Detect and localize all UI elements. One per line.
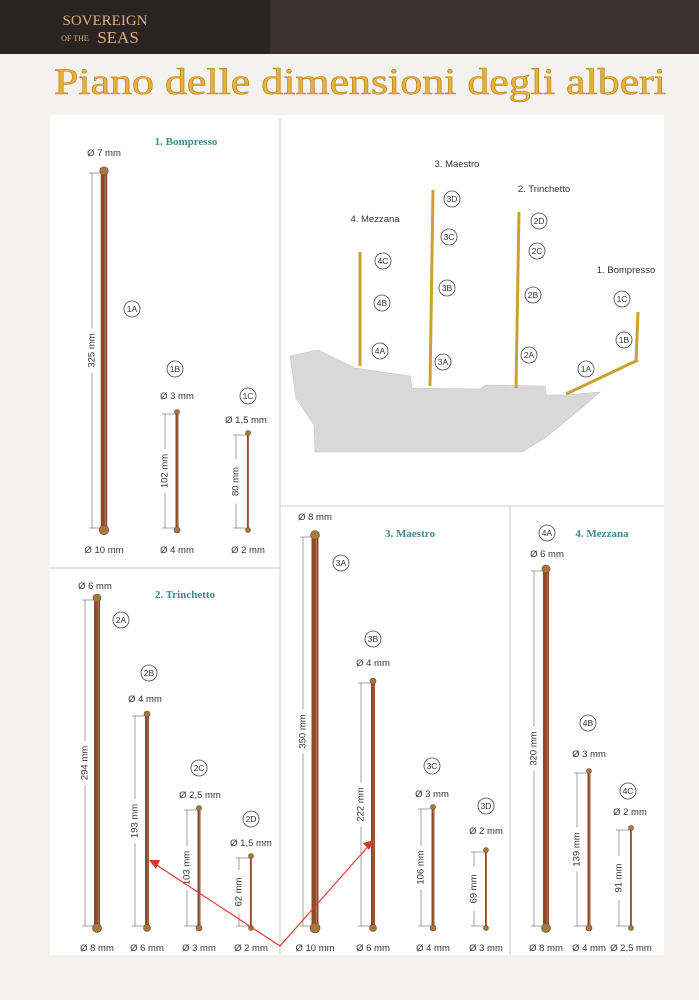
rod-2d-length: 62 mm xyxy=(233,877,245,907)
rod-2d-bottom-diameter: Ø 2 mm xyxy=(234,943,268,954)
marker-3a-label: 3A xyxy=(437,357,449,367)
rod-3a-bottom-cap xyxy=(310,923,320,933)
rod-3c-length: 106 mm xyxy=(415,850,427,885)
rod-4a-bottom-cap xyxy=(542,924,551,933)
diagram-markers xyxy=(372,191,632,377)
rod-2b-body xyxy=(145,716,149,926)
rod-1a-body xyxy=(101,173,108,528)
rod-1b-id-label: 1B xyxy=(169,364,181,374)
rod-4c-id-label: 4C xyxy=(622,786,634,796)
rod-2a-top-diameter: Ø 6 mm xyxy=(78,581,112,592)
marker-4b-label: 4B xyxy=(376,298,388,308)
marker-3c-label: 3C xyxy=(443,232,455,242)
rod-3b-length: 222 mm xyxy=(355,787,367,822)
rod-4a-bottom-diameter: Ø 8 mm xyxy=(529,943,563,954)
rod-3d-bottom-cap xyxy=(484,926,489,931)
rod-4b-id-label: 4B xyxy=(582,718,594,728)
rod-3d-top-cap xyxy=(484,848,489,853)
section-title-mezzana: 4. Mezzana xyxy=(575,528,629,540)
rod-3c-top-cap xyxy=(431,805,436,810)
rod-2b-bottom-diameter: Ø 6 mm xyxy=(130,943,164,954)
rod-4b-top-diameter: Ø 3 mm xyxy=(572,749,606,760)
rod-3a-length: 350 mm xyxy=(297,714,309,749)
rod-2a-bottom-diameter: Ø 8 mm xyxy=(80,943,114,954)
rod-2d-top-diameter: Ø 1,5 mm xyxy=(230,838,272,849)
rod-2b-length: 193 mm xyxy=(129,803,141,839)
rod-4b-top-cap xyxy=(587,769,592,774)
rod-1c-id-label: 1C xyxy=(242,391,254,401)
marker-2a-label: 2A xyxy=(523,350,535,360)
rod-3d-length: 69 mm xyxy=(468,874,480,904)
marker-3b-label: 3B xyxy=(441,283,453,293)
rod-3c-highlight xyxy=(433,809,434,926)
marker-4c-label: 4C xyxy=(377,256,389,266)
rod-3a-highlight xyxy=(316,537,317,926)
rod-4c-highlight xyxy=(631,830,632,926)
rod-1a-length: 325 mm xyxy=(86,333,98,368)
rod-2b xyxy=(128,665,164,954)
rod-1b-top-cap xyxy=(175,410,180,415)
rod-2a-length: 294 mm xyxy=(79,745,91,781)
rod-4a-highlight xyxy=(547,571,548,926)
rod-2b-top-cap xyxy=(144,711,150,717)
rod-1a-bottom-diameter: Ø 10 mm xyxy=(84,545,124,556)
rod-4a-length: 320 mm xyxy=(528,731,540,766)
rod-2a-id-label: 2A xyxy=(115,615,127,625)
rod-1c xyxy=(225,388,267,556)
rod-3d-top-diameter: Ø 2 mm xyxy=(469,826,503,837)
rod-2d xyxy=(230,811,272,954)
rod-3a xyxy=(295,512,349,954)
rod-4c-top-diameter: Ø 2 mm xyxy=(613,807,647,818)
mast-trinchetto xyxy=(516,212,519,388)
rod-2b-highlight xyxy=(147,716,148,926)
rod-3b xyxy=(355,631,390,954)
section-bompresso xyxy=(84,148,266,556)
rod-4c-length: 91 mm xyxy=(613,863,625,893)
rod-3c-bottom-diameter: Ø 4 mm xyxy=(416,943,450,954)
rod-1c-top-cap xyxy=(246,431,251,436)
brand-line-3: SEAS xyxy=(97,28,139,47)
rod-3d-bottom-diameter: Ø 3 mm xyxy=(469,943,503,954)
rod-3b-top-diameter: Ø 4 mm xyxy=(356,658,390,669)
marker-2d-label: 2D xyxy=(533,216,545,226)
rod-3a-bottom-diameter: Ø 10 mm xyxy=(295,943,335,954)
section-title-trinchetto: 2. Trinchetto xyxy=(154,589,216,601)
rod-3d-id-label: 3D xyxy=(480,801,492,811)
marker-2b-label: 2B xyxy=(527,290,539,300)
rod-4a-top-diameter: Ø 6 mm xyxy=(530,549,564,560)
rod-1c-highlight xyxy=(248,435,249,528)
rod-4b-highlight xyxy=(589,773,590,926)
brand-line-2: OF THE xyxy=(61,34,89,43)
rod-1a-highlight xyxy=(105,173,106,528)
rod-2c-length: 103 mm xyxy=(181,850,193,886)
mast-maestro xyxy=(430,190,433,386)
rod-4b xyxy=(571,715,606,954)
rod-1a-top-cap xyxy=(100,167,109,176)
rod-2b-bottom-cap xyxy=(144,925,151,932)
rod-1a xyxy=(84,148,140,556)
marker-1c-label: 1C xyxy=(616,294,628,304)
rod-4b-bottom-cap xyxy=(586,925,592,931)
rod-1b-top-diameter: Ø 3 mm xyxy=(160,391,194,402)
rod-2c-bottom-cap xyxy=(196,925,202,931)
rod-4c xyxy=(610,783,652,954)
rod-4b-length: 139 mm xyxy=(571,832,583,867)
rod-1b xyxy=(159,361,194,556)
rod-2a-highlight xyxy=(98,600,99,926)
rod-3b-bottom-diameter: Ø 6 mm xyxy=(356,943,390,954)
rod-2c-top-diameter: Ø 2,5 mm xyxy=(179,790,221,801)
rod-2a xyxy=(78,581,129,954)
rod-2c xyxy=(179,760,221,954)
rod-2a-top-cap xyxy=(93,594,101,602)
section-trinchetto xyxy=(78,581,272,954)
rod-3b-top-cap xyxy=(370,678,376,684)
rod-3c-top-diameter: Ø 3 mm xyxy=(415,789,449,800)
rod-3a-top-diameter: Ø 8 mm xyxy=(298,512,332,523)
rod-4b-bottom-diameter: Ø 4 mm xyxy=(572,943,606,954)
rod-1c-length: 80 mm xyxy=(230,466,242,497)
rod-1b-highlight xyxy=(177,414,178,528)
diagram-label-trinchetto: 2. Trinchetto xyxy=(517,184,571,195)
rod-1c-bottom-diameter: Ø 2 mm xyxy=(231,545,265,556)
rod-4a xyxy=(528,525,564,954)
rod-3a-id-label: 3A xyxy=(335,558,347,568)
rod-4c-bottom-cap xyxy=(629,926,634,931)
rod-1b-bottom-diameter: Ø 4 mm xyxy=(160,545,194,556)
rod-3a-body xyxy=(312,537,319,926)
mast-bompresso xyxy=(566,360,638,394)
rod-1a-bottom-cap xyxy=(99,525,109,535)
marker-2c-label: 2C xyxy=(531,246,543,256)
rod-2a-bottom-cap xyxy=(93,924,102,933)
rod-3d xyxy=(468,798,503,954)
rod-1b-bottom-cap xyxy=(174,527,180,533)
rod-2d-highlight xyxy=(251,858,252,926)
section-title-maestro: 3. Maestro xyxy=(385,528,435,540)
rod-2b-top-diameter: Ø 4 mm xyxy=(128,694,162,705)
rod-1a-top-diameter: Ø 7 mm xyxy=(87,148,121,159)
rod-2c-bottom-diameter: Ø 3 mm xyxy=(182,943,216,954)
rod-2d-top-cap xyxy=(249,854,254,859)
rod-2c-id-label: 2C xyxy=(193,763,205,773)
rod-3a-top-cap xyxy=(311,531,320,540)
rod-4a-body xyxy=(543,571,549,926)
rod-2b-id-label: 2B xyxy=(143,668,155,678)
section-title-bompresso: 1. Bompresso xyxy=(154,136,218,148)
mast-bompresso-tip xyxy=(636,312,638,362)
diagram-label-maestro: 3. Maestro xyxy=(434,159,480,170)
marker-3d-label: 3D xyxy=(446,194,458,204)
rod-specifications xyxy=(78,148,652,954)
rod-1a-id-label: 1A xyxy=(126,304,138,314)
rod-1c-bottom-cap xyxy=(246,528,251,533)
page-title: Piano delle dimensioni degli alberi xyxy=(54,62,666,103)
marker-4a-label: 4A xyxy=(374,346,386,356)
section-mezzana xyxy=(528,525,652,954)
rod-2c-highlight xyxy=(199,810,200,926)
rod-4c-bottom-diameter: Ø 2,5 mm xyxy=(610,943,652,954)
brand-line-1: SOVEREIGN xyxy=(62,13,148,29)
diagram-label-bompresso: 1. Bompresso xyxy=(596,265,656,276)
rod-3b-bottom-cap xyxy=(370,925,377,932)
rod-3c-id-label: 3C xyxy=(426,761,438,771)
marker-1b-label: 1B xyxy=(618,335,630,345)
rod-2d-id-label: 2D xyxy=(245,814,257,824)
rod-2a-body xyxy=(94,600,100,926)
marker-1a-label: 1A xyxy=(580,364,592,374)
rod-3b-id-label: 3B xyxy=(367,634,379,644)
rod-3c-bottom-cap xyxy=(430,925,436,931)
rod-1c-top-diameter: Ø 1,5 mm xyxy=(225,415,267,426)
rod-3d-highlight xyxy=(486,852,487,926)
section-maestro xyxy=(295,512,503,954)
rod-1b-length: 102 mm xyxy=(159,453,171,489)
rod-3b-highlight xyxy=(373,683,374,926)
rod-4c-top-cap xyxy=(629,826,634,831)
rod-3b-body xyxy=(371,683,375,926)
red-arrowhead-left xyxy=(149,860,160,869)
rod-4a-id-label: 4A xyxy=(541,528,553,538)
rod-2c-top-cap xyxy=(197,806,202,811)
ship-diagram xyxy=(290,159,655,452)
diagram-label-mezzana: 4. Mezzana xyxy=(350,214,400,225)
rod-3c xyxy=(415,758,450,954)
rod-4a-top-cap xyxy=(542,565,550,573)
